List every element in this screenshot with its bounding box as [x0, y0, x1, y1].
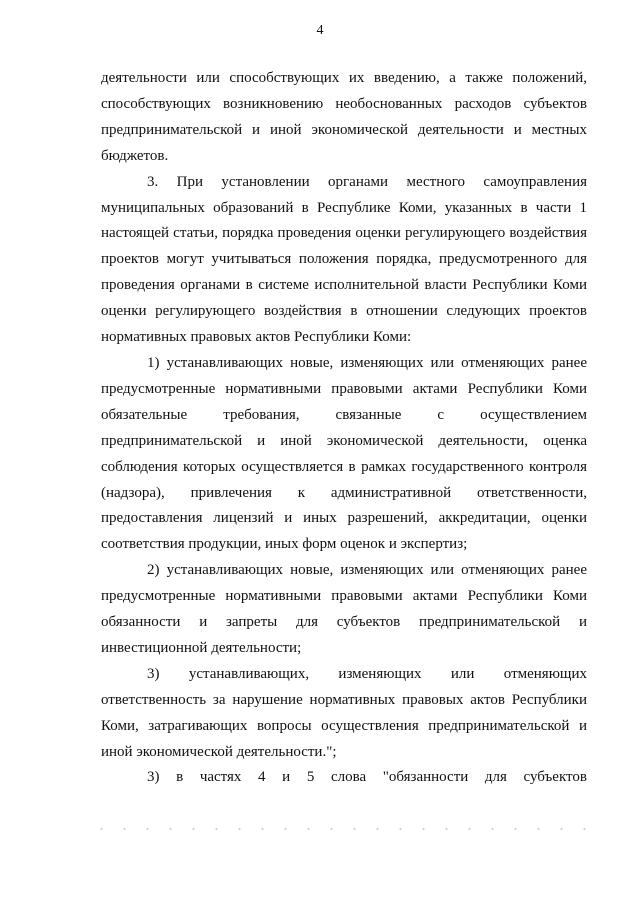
paragraph-clause-3: 3. При установлении органами местного самоуправления муниципальных образований в Республике Коми, указанных в части 1 настоящей статьи, порядка проведения оценки регулирующего воздействия проектов могут учитываться положения порядка, предусмотренного для проведения органами в системе исполнительной власти Республики Коми оценки регулирующего воздействия в отношении следующих проектов нормативных правовых актов Республики Коми: — [101, 173, 587, 346]
page-number: 4 — [316, 23, 324, 38]
paragraph-item-2: 2) устанавливающих новые, изменяющих или отменяющих ранее предусмотренные нормативными правовыми актами Республики Коми обязанности и запреты для субъектов предпринимательской и инвестиционной деятельности; — [101, 562, 587, 656]
document-body — [101, 66, 587, 791]
paragraph-item-1: 1) устанавливающих новые, изменяющих или отменяющих ранее предусмотренные нормативными правовыми актами Республики Коми обязательные требования, связанные с осуществлением предпринимательской и иной экономической деятельности, оценка соблюдения которых осуществляется в рамках государственного контроля (надзора), привлечения к административной ответственности, предоставления лицензий и иных разрешений, аккредитации, оценки соответствия продукции, иных форм оценок и экспертиз; — [101, 354, 587, 553]
scan-artifact-line — [90, 826, 590, 832]
paragraph-amendment-3: 3) в частях 4 и 5 слова "обязанности для субъектов — [147, 769, 587, 786]
paragraph-item-3: 3) устанавливающих, изменяющих или отменяющих ответственность за нарушение нормативных правовых актов Республики Коми, затрагивающих вопросы осуществления предпринимательской и иной экономической деятельности."; — [101, 665, 587, 760]
paragraph-continuation: деятельности или способствующих их введению, а также положений, способствующих возникновению необоснованных расходов субъектов предпринимательской и иной экономической деятельности и местных бюджетов. — [101, 70, 587, 164]
